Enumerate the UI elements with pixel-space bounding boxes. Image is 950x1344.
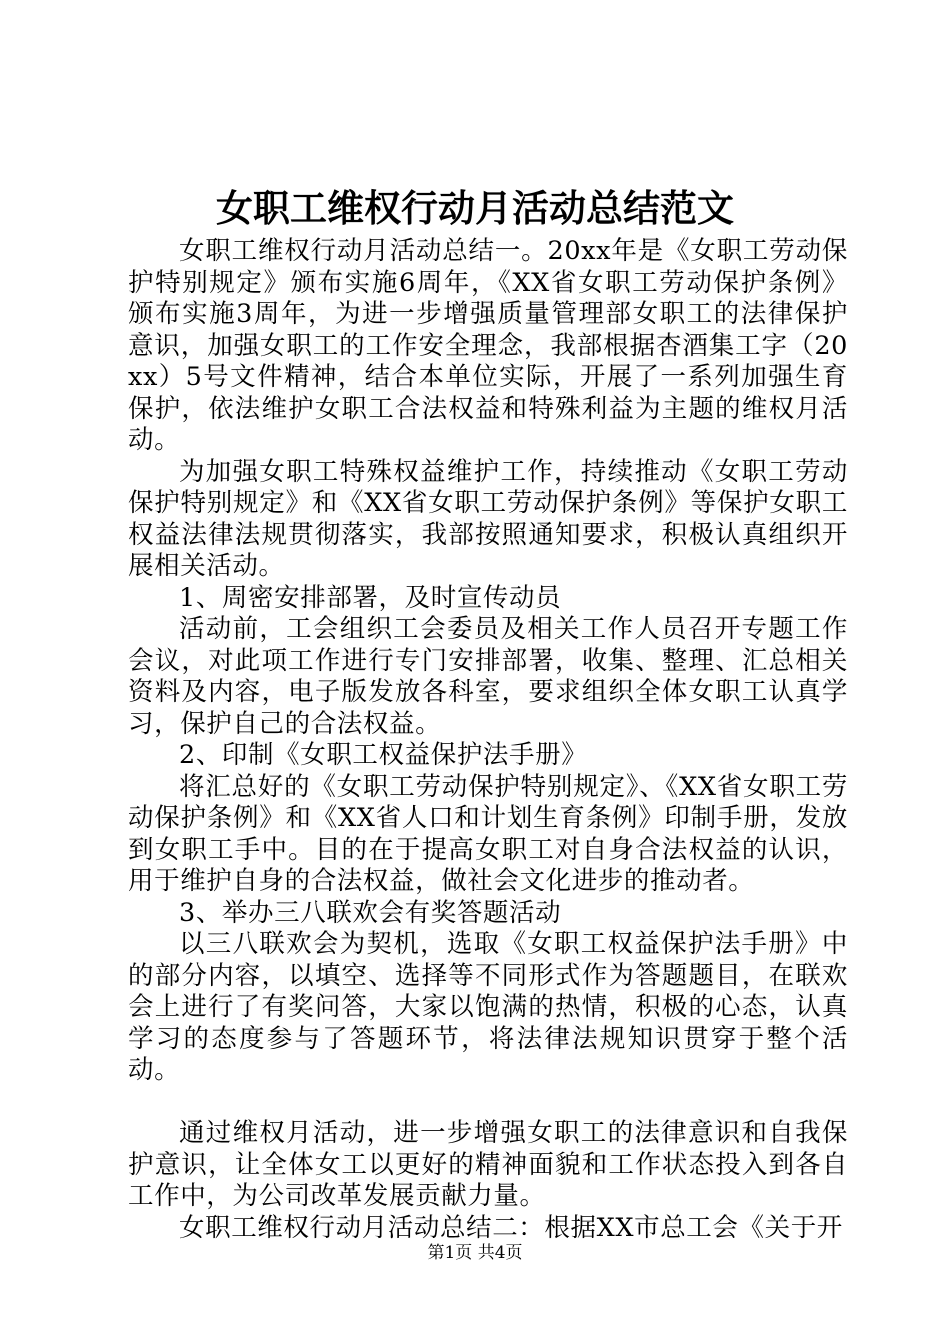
paragraph-background: 为加强女职工特殊权益维护工作，持续推动《女职工劳动保护特别规定》和《XX省女职工劳动保护条例》等保护女职工权益法律法规贯彻落实，我部按照通知要求，积极认真组织开展相关活动。 [128, 456, 848, 581]
section-heading-1: 1、周密安排部署，及时宣传动员 [179, 582, 562, 613]
paragraph-section-2: 将汇总好的《女职工劳动保护特别规定》、《XX省女职工劳动保护条例》和《XX省人口和计划生育条例》印制手册，发放到女职工手中。目的在于提高女职工对自身合法权益的认识，用于维护自身的合法权益，做社会文化进步的推动者。 [128, 771, 848, 896]
section-heading-3: 3、举办三八联欢会有奖答题活动 [179, 897, 562, 928]
page-number-footer: 第1页 共4页 [427, 1243, 523, 1263]
section-heading-2: 2、印制《女职工权益保护法手册》 [179, 740, 588, 770]
paragraph-summary-two-start: 女职工维权行动月活动总结二：根据XX市总工会《关于开 [179, 1212, 843, 1243]
paragraph-section-1: 活动前，工会组织工会委员及相关工作人员召开专题工作会议，对此项工作进行专门安排部署，收集、整理、汇总相关资料及内容，电子版发放各科室，要求组织全体女职工认真学习，保护自己的合法权益。 [128, 614, 848, 739]
document-title: 女职工维权行动月活动总结范文 [216, 186, 734, 230]
paragraph-spacer [128, 1087, 848, 1119]
document-body [128, 236, 848, 1244]
paragraph-intro: 女职工维权行动月活动总结一。20xx年是《女职工劳动保护特别规定》颁布实施6周年，《XX省女职工劳动保护条例》颁布实施3周年，为进一步增强质量管理部女职工的法律保护意识，加强女职工的工作安全理念，我部根据杏酒集工字（20xx）5号文件精神，结合本单位实际，开展了一系列加强生育保护，依法维护女职工合法权益和特殊利益为主题的维权月活动。 [128, 236, 848, 455]
paragraph-conclusion: 通过维权月活动，进一步增强女职工的法律意识和自我保护意识，让全体女工以更好的精神面貌和工作状态投入到各自工作中，为公司改革发展贡献力量。 [128, 1118, 848, 1211]
paragraph-section-3: 以三八联欢会为契机，选取《女职工权益保护法手册》中的部分内容，以填空、选择等不同形式作为答题题目，在联欢会上进行了有奖问答，大家以饱满的热情，积极的心态，认真学习的态度参与了答题环节，将法律法规知识贯穿于整个活动。 [128, 929, 848, 1085]
